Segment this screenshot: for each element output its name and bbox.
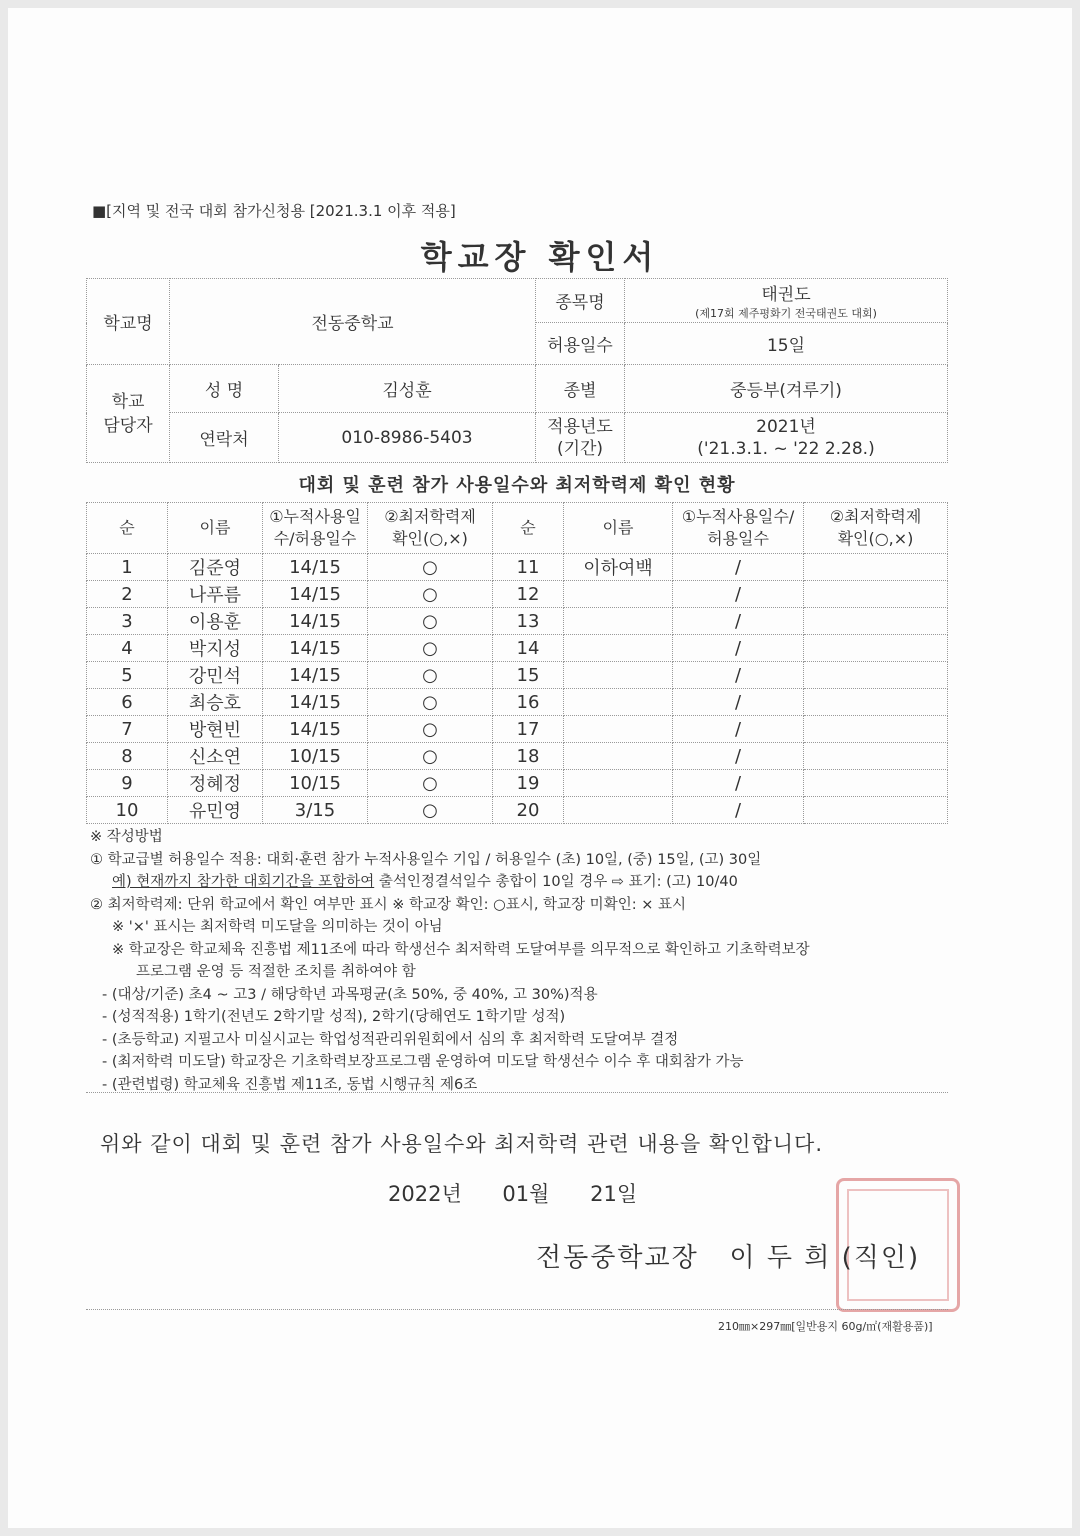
form-note: ■[지역 및 전국 대회 참가신청용 [2021.3.1 이후 적용]	[92, 202, 456, 220]
row-days: 10/15	[263, 743, 368, 770]
row-name: 김준영	[168, 554, 263, 581]
row-no: 9	[87, 770, 168, 797]
event-name: 태권도	[761, 285, 811, 305]
bullet-4: - (최저학력 미도달) 학교장은 기초학력보장프로그램 운영하여 미도달 학생선수 이수 후 대회참가 가능	[102, 1054, 744, 1070]
school-name: 전동중학교	[170, 279, 536, 365]
row-days: 14/15	[263, 554, 368, 581]
table-row	[87, 743, 948, 770]
row-check	[804, 662, 948, 689]
paper-spec: 210㎜×297㎜[일반용지 60g/㎡(재활용품)]	[718, 1320, 933, 1333]
row-name	[564, 635, 673, 662]
note-3: ※ '×' 표시는 최저학력 미도달을 의미하는 것이 아님	[112, 919, 443, 935]
section-title: 대회 및 훈련 참가 사용일수와 최저학력제 확인 현황	[298, 475, 736, 496]
confirmation-text: 위와 같이 대회 및 훈련 참가 사용일수와 최저학력 관련 내용을 확인합니다.	[100, 1132, 824, 1156]
name-label: 성 명	[170, 365, 279, 413]
table-row	[87, 689, 948, 716]
row-days: /	[673, 797, 804, 824]
event-cell	[625, 279, 948, 323]
row-no: 10	[87, 797, 168, 824]
row-days: /	[673, 662, 804, 689]
col-header: ①누적사용일수/ 허용일수	[673, 503, 804, 554]
row-check	[804, 581, 948, 608]
row-check	[804, 716, 948, 743]
row-check	[804, 743, 948, 770]
row-name	[564, 662, 673, 689]
row-days: /	[673, 608, 804, 635]
table-row	[87, 662, 948, 689]
row-no: 15	[493, 662, 564, 689]
days-label: 허용일수	[536, 323, 625, 365]
table-row	[87, 797, 948, 824]
date-month: 01월	[502, 1182, 550, 1206]
row-no: 8	[87, 743, 168, 770]
table-row	[87, 770, 948, 797]
row-check: ○	[368, 743, 493, 770]
date-year: 2022년	[388, 1182, 462, 1206]
row-check: ○	[368, 581, 493, 608]
row-no: 4	[87, 635, 168, 662]
event-label: 종목명	[536, 279, 625, 323]
info-table	[86, 278, 948, 463]
row-no: 16	[493, 689, 564, 716]
contact-label: 연락처	[170, 413, 279, 463]
school-label: 학교명	[87, 279, 170, 365]
row-check	[804, 797, 948, 824]
row-days: /	[673, 554, 804, 581]
row-name: 최승호	[168, 689, 263, 716]
row-check	[804, 608, 948, 635]
table-row	[87, 554, 948, 581]
days-value: 15일	[625, 323, 948, 365]
row-no: 2	[87, 581, 168, 608]
row-name: 방현빈	[168, 716, 263, 743]
row-name: 박지성	[168, 635, 263, 662]
bullet-1: - (대상/기준) 초4 ~ 고3 / 해당학년 과목평균(초 50%, 중 40%, 고 30%)적용	[102, 986, 598, 1003]
row-days: /	[673, 635, 804, 662]
row-days: 14/15	[263, 689, 368, 716]
issue-date	[388, 1178, 671, 1208]
bullet-3: - (초등학교) 지필고사 미실시교는 학업성적관리위원회에서 심의 후 최저학력 도달여부 결정	[102, 1031, 679, 1048]
year-value: 2021년	[756, 416, 816, 437]
row-no: 14	[493, 635, 564, 662]
row-name	[564, 797, 673, 824]
bullet-5: - (관련법령) 학교체육 진흥법 제11조, 동법 시행규칙 제6조	[102, 1076, 478, 1093]
row-name	[564, 743, 673, 770]
row-check: ○	[368, 635, 493, 662]
row-no: 5	[87, 662, 168, 689]
col-header: 이름	[564, 503, 673, 554]
row-check: ○	[368, 770, 493, 797]
row-days: 14/15	[263, 635, 368, 662]
principal-signature-line: 전동중학교장 이 두 희 (직인)	[536, 1243, 921, 1273]
note-1b: 출석인정결석일수 총합이 10일 경우 ⇨ 표기: (고) 10/40	[374, 874, 738, 890]
row-no: 18	[493, 743, 564, 770]
row-days: 14/15	[263, 662, 368, 689]
table-row	[87, 608, 948, 635]
row-name: 신소연	[168, 743, 263, 770]
row-days: /	[673, 716, 804, 743]
table-row	[87, 635, 948, 662]
row-name	[564, 581, 673, 608]
col-header: ①누적사용일 수/허용일수	[263, 503, 368, 554]
row-no: 13	[493, 608, 564, 635]
row-check	[804, 770, 948, 797]
manager-name: 김성훈	[279, 365, 536, 413]
row-days: 14/15	[263, 608, 368, 635]
row-days: /	[673, 689, 804, 716]
row-no: 1	[87, 554, 168, 581]
row-name: 이하여백	[564, 554, 673, 581]
category-value: 중등부(겨루기)	[625, 365, 948, 413]
col-header: ②최저학력제 확인(○,×)	[368, 503, 493, 554]
note-4b: 프로그램 운영 등 적절한 조치를 취하여야 함	[136, 964, 416, 980]
divider	[86, 1092, 948, 1093]
row-days: /	[673, 743, 804, 770]
row-check	[804, 689, 948, 716]
event-sub: (제17회 제주평화기 전국태권도 대회)	[695, 307, 877, 320]
category-label: 종별	[536, 365, 625, 413]
document-title: 학교장 확인서	[420, 238, 660, 276]
col-header: 이름	[168, 503, 263, 554]
row-days: /	[673, 581, 804, 608]
col-header: ②최저학력제 확인(○,×)	[804, 503, 948, 554]
year-label: 적용년도 (기간)	[536, 413, 625, 463]
row-days: 14/15	[263, 716, 368, 743]
row-name: 정혜정	[168, 770, 263, 797]
manager-label: 학교 담당자	[87, 365, 170, 463]
table-row	[87, 581, 948, 608]
year-period: ('21.3.1. ~ '22 2.28.)	[697, 438, 875, 459]
row-no: 7	[87, 716, 168, 743]
row-name	[564, 770, 673, 797]
instructions	[90, 826, 960, 1096]
row-no: 12	[493, 581, 564, 608]
row-check: ○	[368, 689, 493, 716]
year-cell	[625, 413, 948, 463]
note-1b-line	[90, 871, 960, 894]
note-2: ② 최저학력제: 단위 학교에서 확인 여부만 표시 ※ 학교장 확인: ○표시, 학교장 미확인: × 표시	[90, 896, 686, 913]
table-header-row	[87, 503, 948, 554]
row-name: 유민영	[168, 797, 263, 824]
row-name: 강민석	[168, 662, 263, 689]
row-name	[564, 716, 673, 743]
table-row	[87, 716, 948, 743]
date-day: 21일	[590, 1182, 638, 1206]
row-name: 나푸름	[168, 581, 263, 608]
row-check: ○	[368, 608, 493, 635]
row-no: 3	[87, 608, 168, 635]
col-header: 순	[493, 503, 564, 554]
row-days: 14/15	[263, 581, 368, 608]
row-days: /	[673, 770, 804, 797]
bullet-2: - (성적적용) 1학기(전년도 2학기말 성적), 2학기(당해연도 1학기말 성적)	[102, 1009, 566, 1025]
note-4: ※ 학교장은 학교체육 진흥법 제11조에 따라 학생선수 최저학력 도달여부를 의무적으로 확인하고 기초학력보장	[112, 941, 810, 958]
participant-table	[86, 502, 948, 824]
row-check	[804, 554, 948, 581]
note-1: ① 학교급별 허용일수 적용: 대회·훈련 참가 누적사용일수 기입 / 허용일수 (초) 10일, (중) 15일, (고) 30일	[90, 851, 762, 868]
contact-value: 010-8986-5403	[279, 413, 536, 463]
row-no: 11	[493, 554, 564, 581]
row-check: ○	[368, 716, 493, 743]
row-check: ○	[368, 797, 493, 824]
row-name: 이용훈	[168, 608, 263, 635]
notes-title: ※ 작성방법	[90, 829, 163, 845]
divider	[86, 1309, 948, 1310]
row-no: 20	[493, 797, 564, 824]
row-check	[804, 635, 948, 662]
row-no: 19	[493, 770, 564, 797]
row-name	[564, 689, 673, 716]
row-name	[564, 608, 673, 635]
row-check: ○	[368, 662, 493, 689]
row-no: 17	[493, 716, 564, 743]
col-header: 순	[87, 503, 168, 554]
note-1b-underlined: 예) 현재까지 참가한 대회기간을 포함하여	[112, 874, 375, 890]
row-no: 6	[87, 689, 168, 716]
row-days: 10/15	[263, 770, 368, 797]
row-check: ○	[368, 554, 493, 581]
row-days: 3/15	[263, 797, 368, 824]
